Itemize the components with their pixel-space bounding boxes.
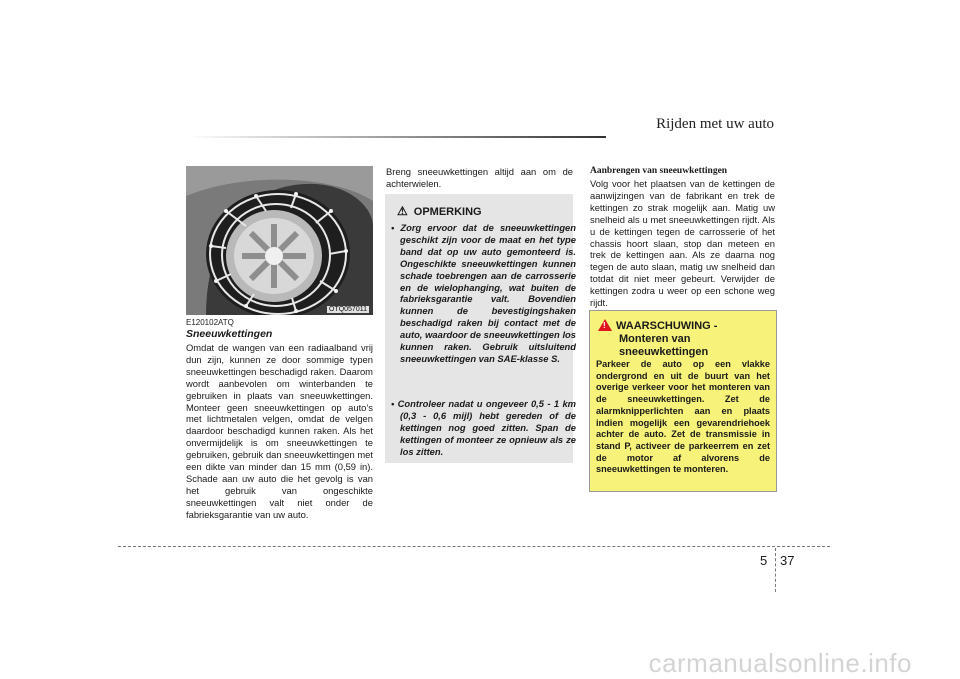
note-heading bbox=[397, 204, 482, 218]
site-watermark[interactable]: carmanualsonline.info bbox=[648, 648, 912, 678]
warning-title bbox=[616, 320, 771, 359]
note-heading-label: OPMERKING bbox=[413, 206, 482, 218]
snow-chains-paragraph: Omdat de wangen van een radiaalband vrij dun zijn, kunnen ze door sommige typen sneeuwkettingen beschadigd raken. Daarom wordt aanbevolen om winterbanden te gebruiken in plaats van sneeuwkettingen. Monteer geen sneeuwkettingen op auto’s met lichtmetalen velgen, omdat de velgen daardoor beschadigd kunnen raken. Als het onvermijdelijk is om sneeuwkettingen te gebruiken, gebruik dan sneeuwkettingen met een dikte van minder dan 15 mm (0,59 in). Schade aan uw auto die het gevolg is van het gebruik van ongeschikte sneeuwkettingen valt niet onder de fabrieksgarantie van uw auto. bbox=[186, 342, 373, 520]
warning-title-line2: Monteren van sneeuwkettingen bbox=[619, 333, 709, 358]
section-title: Sneeuwkettingen bbox=[186, 328, 273, 340]
warning-body: Parkeer de auto op een vlakke ondergrond en uit de buurt van het overige verkeer voor het monteren van de sneeuwkettingen. Zet de alarmknipperlichten aan en plaats indien mogelijk een gevarendriehoek achter de auto. Zet de transmissie in stand P, activeer de parkeerrem en zet de motor af alvorens de sneeuwkettingen te monteren. bbox=[596, 359, 770, 475]
note-item: • Zorg ervoor dat de sneeuwkettingen geschikt zijn voor de maat en het type band dat op uw auto gemonteerd is. Ongeschikte sneeuwkettingen kunnen schade toebrengen aan de carrosserie en de wielophanging, wat buiten de fabrieksgarantie valt. Bovendien kunnen de bevestigingshaken beschadigd raken bij contact met de auto, waardoor de sneeuwkettingen los kunnen raken. Gebruik uitsluitend sneeuwkettingen van SAE-klasse S. bbox=[391, 222, 576, 364]
tire-chain-photo bbox=[186, 166, 373, 315]
note-box bbox=[385, 194, 576, 463]
warning-title-line1: WAARSCHUWING - bbox=[616, 320, 718, 332]
chapter-number: 5 bbox=[760, 553, 768, 568]
installing-chains-paragraph: Volg voor het plaatsen van de kettingen de aanwijzingen van de fabrikant en trek de kettingen zo strak mogelijk aan. Matig uw snelheid als u met sneeuwkettingen rijdt. Als u de kettingen tegen de carrosserie of het chassis hoort slaan, stop dan meteen en trek de kettingen aan. Als ze daarna nog tegen de auto slaan, matig uw snelheid dan totdat dit niet meer gebeurt. Verwijder de kettingen zodra u weer op een schone weg rijdt. bbox=[590, 178, 775, 309]
warning-icon-mark: ! bbox=[603, 321, 606, 330]
note-item: • Controleer nadat u ongeveer 0,5 - 1 km (0,3 - 0,6 mijl) hebt gereden of de kettingen nog goed zitten. Span de kettingen of monteer ze opnieuw als ze los zitten. bbox=[391, 398, 576, 457]
caution-triangle-icon: ⚠ bbox=[397, 204, 408, 218]
rear-wheels-paragraph: Breng sneeuwkettingen altijd aan om de achterwielen. bbox=[386, 166, 573, 189]
section-code: E120102ATQ bbox=[186, 318, 234, 327]
header-rule bbox=[186, 136, 606, 138]
warning-box bbox=[589, 310, 777, 492]
page-number: 37 bbox=[780, 553, 795, 568]
page-header-title: Rijden met uw auto bbox=[656, 116, 774, 132]
footer-rule bbox=[118, 546, 830, 547]
photo-code: OTQ057011 bbox=[328, 306, 367, 313]
tire-chain-illustration bbox=[186, 166, 373, 315]
installing-chains-heading: Aanbrengen van sneeuwkettingen bbox=[590, 166, 728, 176]
footer-divider bbox=[775, 548, 776, 592]
